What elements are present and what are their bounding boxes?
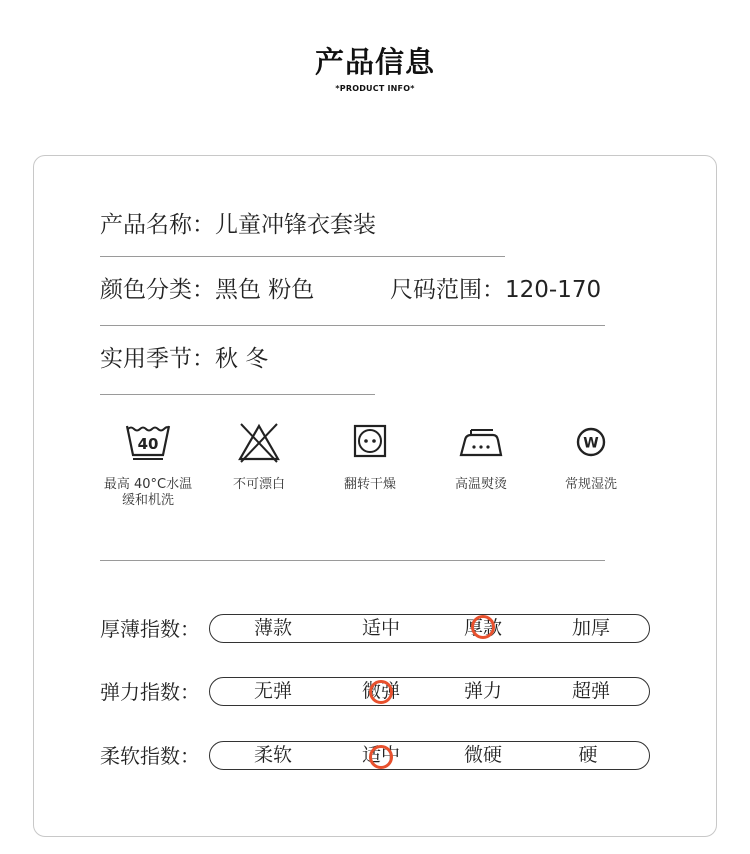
product-name: 产品名称：儿童冲锋衣套装 xyxy=(100,212,376,238)
care-label: 不可漂白 xyxy=(232,477,285,492)
wash-temp-text: 40 xyxy=(137,435,159,453)
care-label: 最高 40°C水温 缓和机洗 xyxy=(103,477,193,508)
selection-marker-elasticity xyxy=(369,680,393,704)
size-range: 尺码范围：120-170 xyxy=(390,277,602,303)
wash-40-gentle-icon xyxy=(124,421,172,463)
scale-option: 硬 xyxy=(578,744,598,766)
scale-option: 厚款 xyxy=(463,617,503,639)
scale-option: 适中 xyxy=(361,617,401,639)
scale-option: 适中 xyxy=(361,744,401,766)
scale-option: 微弹 xyxy=(361,680,401,702)
care-item-wash xyxy=(88,421,208,509)
divider xyxy=(100,256,505,257)
care-label: 常规湿洗 xyxy=(564,477,617,492)
scale-thickness xyxy=(209,614,650,643)
tumble-dry-icon xyxy=(346,421,394,463)
no-bleach-icon xyxy=(235,421,283,463)
color-options: 颜色分类：黑色 粉色 xyxy=(100,277,315,303)
divider xyxy=(100,325,605,326)
scale-option: 弹力 xyxy=(463,680,503,702)
page-subtitle: *PRODUCT INFO* xyxy=(335,84,415,93)
scale-elasticity xyxy=(209,677,650,706)
iron-high-icon xyxy=(455,421,507,463)
scale-label-thickness: 厚薄指数： xyxy=(100,617,200,641)
scale-option: 加厚 xyxy=(571,617,611,639)
care-item-tumble-dry xyxy=(310,421,430,493)
scale-option: 无弹 xyxy=(253,680,293,702)
care-item-no-bleach xyxy=(199,421,319,493)
wet-clean-icon xyxy=(567,421,615,463)
selection-marker-softness xyxy=(369,745,393,769)
divider xyxy=(100,394,375,395)
page-title: 产品信息 xyxy=(314,45,435,79)
care-label: 高温熨烫 xyxy=(454,477,507,492)
selection-marker-thickness xyxy=(471,615,495,639)
divider xyxy=(100,560,605,561)
scale-option: 柔软 xyxy=(253,744,293,766)
care-label: 翻转干燥 xyxy=(343,477,396,492)
wet-clean-letter: W xyxy=(583,435,599,452)
scale-option: 超弹 xyxy=(571,680,611,702)
season: 实用季节：秋 冬 xyxy=(100,346,269,372)
scale-option: 微硬 xyxy=(463,744,503,766)
care-item-wet-clean xyxy=(531,421,651,493)
scale-option: 薄款 xyxy=(253,617,293,639)
scale-label-elasticity: 弹力指数： xyxy=(100,680,200,704)
scale-label-softness: 柔软指数： xyxy=(100,744,200,768)
scale-softness xyxy=(209,741,650,770)
care-item-iron xyxy=(421,421,541,493)
page-header xyxy=(0,42,750,93)
